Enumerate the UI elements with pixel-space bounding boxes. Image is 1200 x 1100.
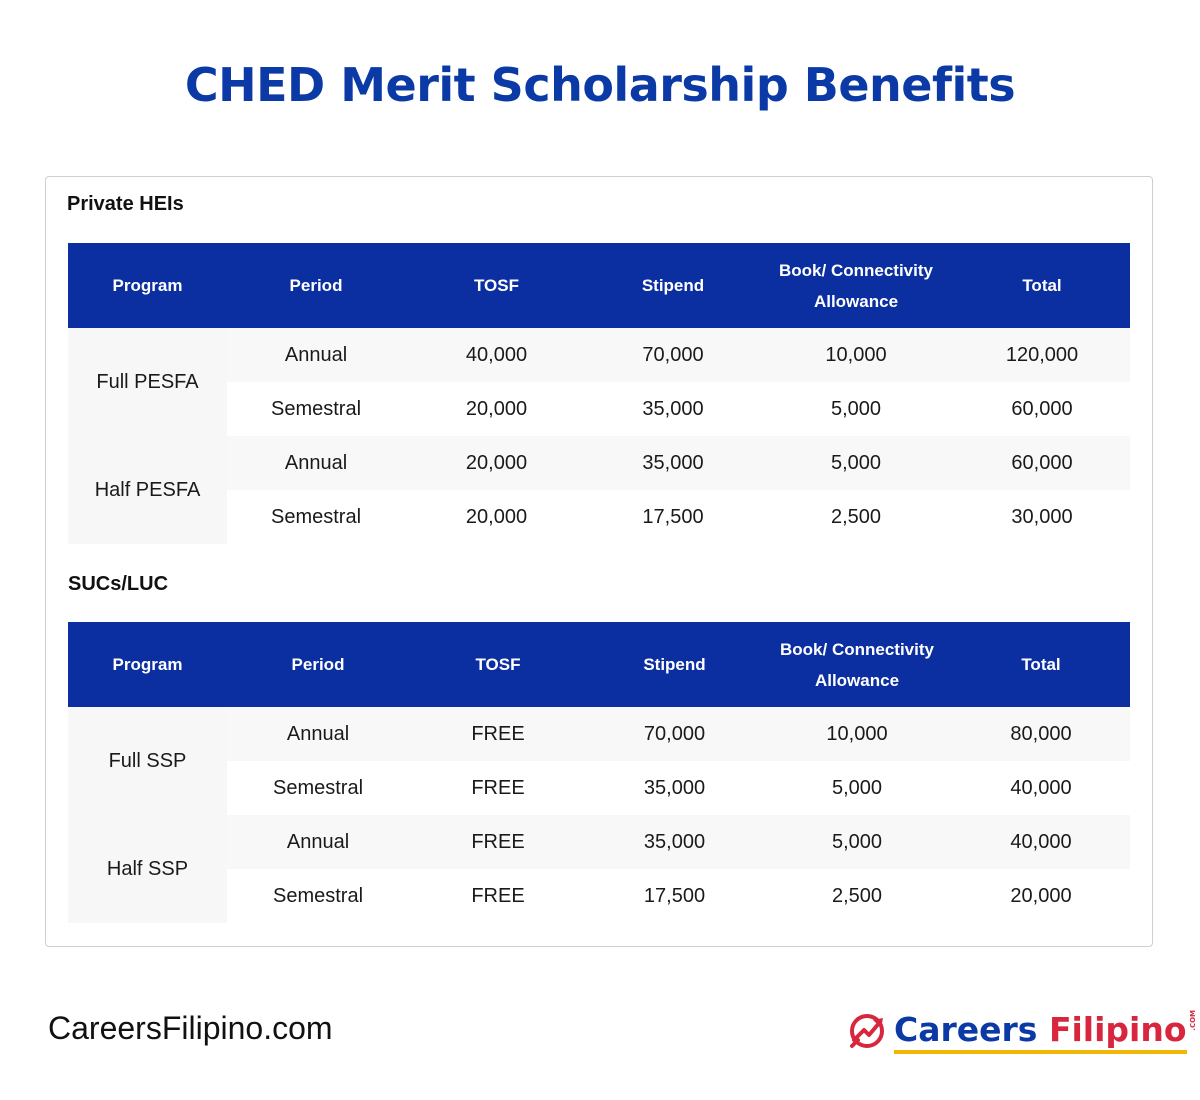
total-cell: 60,000 bbox=[1011, 397, 1073, 420]
allowance-cell: 5,000 bbox=[830, 397, 882, 420]
total-cell: 20,000 bbox=[1010, 884, 1072, 907]
total-cell: 120,000 bbox=[954, 328, 1130, 382]
table-row bbox=[68, 815, 1130, 869]
period-cell: Semestral bbox=[270, 397, 362, 420]
col-header-total: Total bbox=[952, 622, 1130, 707]
table-row bbox=[68, 328, 1130, 382]
period-cell: Annual bbox=[227, 707, 409, 761]
private-hei-table bbox=[68, 243, 1130, 544]
col-header-allowance: Book/ Connectivity Allowance bbox=[758, 243, 954, 328]
allowance-cell: 5,000 bbox=[758, 436, 954, 490]
total-cell: 60,000 bbox=[954, 436, 1130, 490]
logo-word-filipino: Filipino bbox=[1048, 1010, 1187, 1049]
table-row bbox=[68, 869, 1130, 923]
logo-underline bbox=[894, 1050, 1187, 1054]
careers-filipino-logo bbox=[848, 1006, 1197, 1054]
total-cell: 40,000 bbox=[1010, 776, 1072, 799]
period-cell: Annual bbox=[227, 436, 405, 490]
trending-up-arrow-icon bbox=[848, 1010, 888, 1050]
period-cell: Annual bbox=[227, 328, 405, 382]
program-cell: Full PESFA bbox=[68, 328, 227, 436]
program-cell: Full SSP bbox=[68, 707, 227, 815]
table-header-row bbox=[68, 622, 1130, 707]
stipend-cell: 35,000 bbox=[642, 397, 704, 420]
col-header-stipend: Stipend bbox=[587, 622, 762, 707]
stipend-cell: 35,000 bbox=[588, 436, 758, 490]
table-row bbox=[68, 436, 1130, 490]
program-cell: Half PESFA bbox=[68, 436, 227, 544]
stipend-cell: 17,500 bbox=[642, 505, 704, 528]
page-title: CHED Merit Scholarship Benefits bbox=[184, 58, 1016, 112]
stipend-cell: 35,000 bbox=[587, 815, 762, 869]
program-cell: Half SSP bbox=[68, 815, 227, 923]
table-header-row bbox=[68, 243, 1130, 328]
total-cell: 40,000 bbox=[952, 815, 1130, 869]
tosf-cell: FREE bbox=[471, 884, 525, 907]
logo-com-suffix: .COM bbox=[1188, 1010, 1197, 1031]
total-cell: 80,000 bbox=[952, 707, 1130, 761]
table-row bbox=[68, 761, 1130, 815]
stipend-cell: 17,500 bbox=[643, 884, 706, 907]
table-row bbox=[68, 707, 1130, 761]
section-heading-private: Private HEIs bbox=[67, 193, 184, 215]
section-heading-sucs: SUCs/LUC bbox=[68, 573, 169, 595]
allowance-cell: 10,000 bbox=[758, 328, 954, 382]
col-header-program: Program bbox=[68, 243, 227, 328]
allowance-cell: 5,000 bbox=[831, 776, 883, 799]
tosf-cell: 20,000 bbox=[465, 505, 528, 528]
col-header-period: Period bbox=[227, 243, 405, 328]
stipend-cell: 70,000 bbox=[588, 328, 758, 382]
period-cell: Semestral bbox=[272, 776, 364, 799]
col-header-period: Period bbox=[227, 622, 409, 707]
table-row bbox=[68, 490, 1130, 544]
col-header-program: Program bbox=[68, 622, 227, 707]
col-header-total: Total bbox=[954, 243, 1130, 328]
tosf-cell: FREE bbox=[409, 815, 587, 869]
benefits-card bbox=[45, 176, 1153, 947]
col-header-stipend: Stipend bbox=[588, 243, 758, 328]
allowance-cell: 10,000 bbox=[762, 707, 952, 761]
allowance-cell: 5,000 bbox=[762, 815, 952, 869]
logo-word-careers: Careers bbox=[894, 1010, 1038, 1049]
allowance-cell: 2,500 bbox=[830, 505, 882, 528]
period-cell: Semestral bbox=[272, 884, 364, 907]
stipend-cell: 70,000 bbox=[587, 707, 762, 761]
allowance-cell: 2,500 bbox=[831, 884, 883, 907]
sucs-luc-table bbox=[68, 622, 1130, 923]
period-cell: Annual bbox=[227, 815, 409, 869]
table-row bbox=[68, 382, 1130, 436]
tosf-cell: 20,000 bbox=[405, 436, 588, 490]
col-header-tosf: TOSF bbox=[409, 622, 587, 707]
tosf-cell: 20,000 bbox=[465, 397, 528, 420]
period-cell: Semestral bbox=[270, 505, 362, 528]
stipend-cell: 35,000 bbox=[643, 776, 706, 799]
logo-wordmark bbox=[894, 1010, 1187, 1050]
tosf-cell: 40,000 bbox=[405, 328, 588, 382]
footer-site-name: CareersFilipino.com bbox=[48, 1010, 333, 1046]
total-cell: 30,000 bbox=[1011, 505, 1073, 528]
col-header-allowance: Book/ Connectivity Allowance bbox=[762, 622, 952, 707]
tosf-cell: FREE bbox=[409, 707, 587, 761]
tosf-cell: FREE bbox=[471, 776, 525, 799]
col-header-tosf: TOSF bbox=[405, 243, 588, 328]
